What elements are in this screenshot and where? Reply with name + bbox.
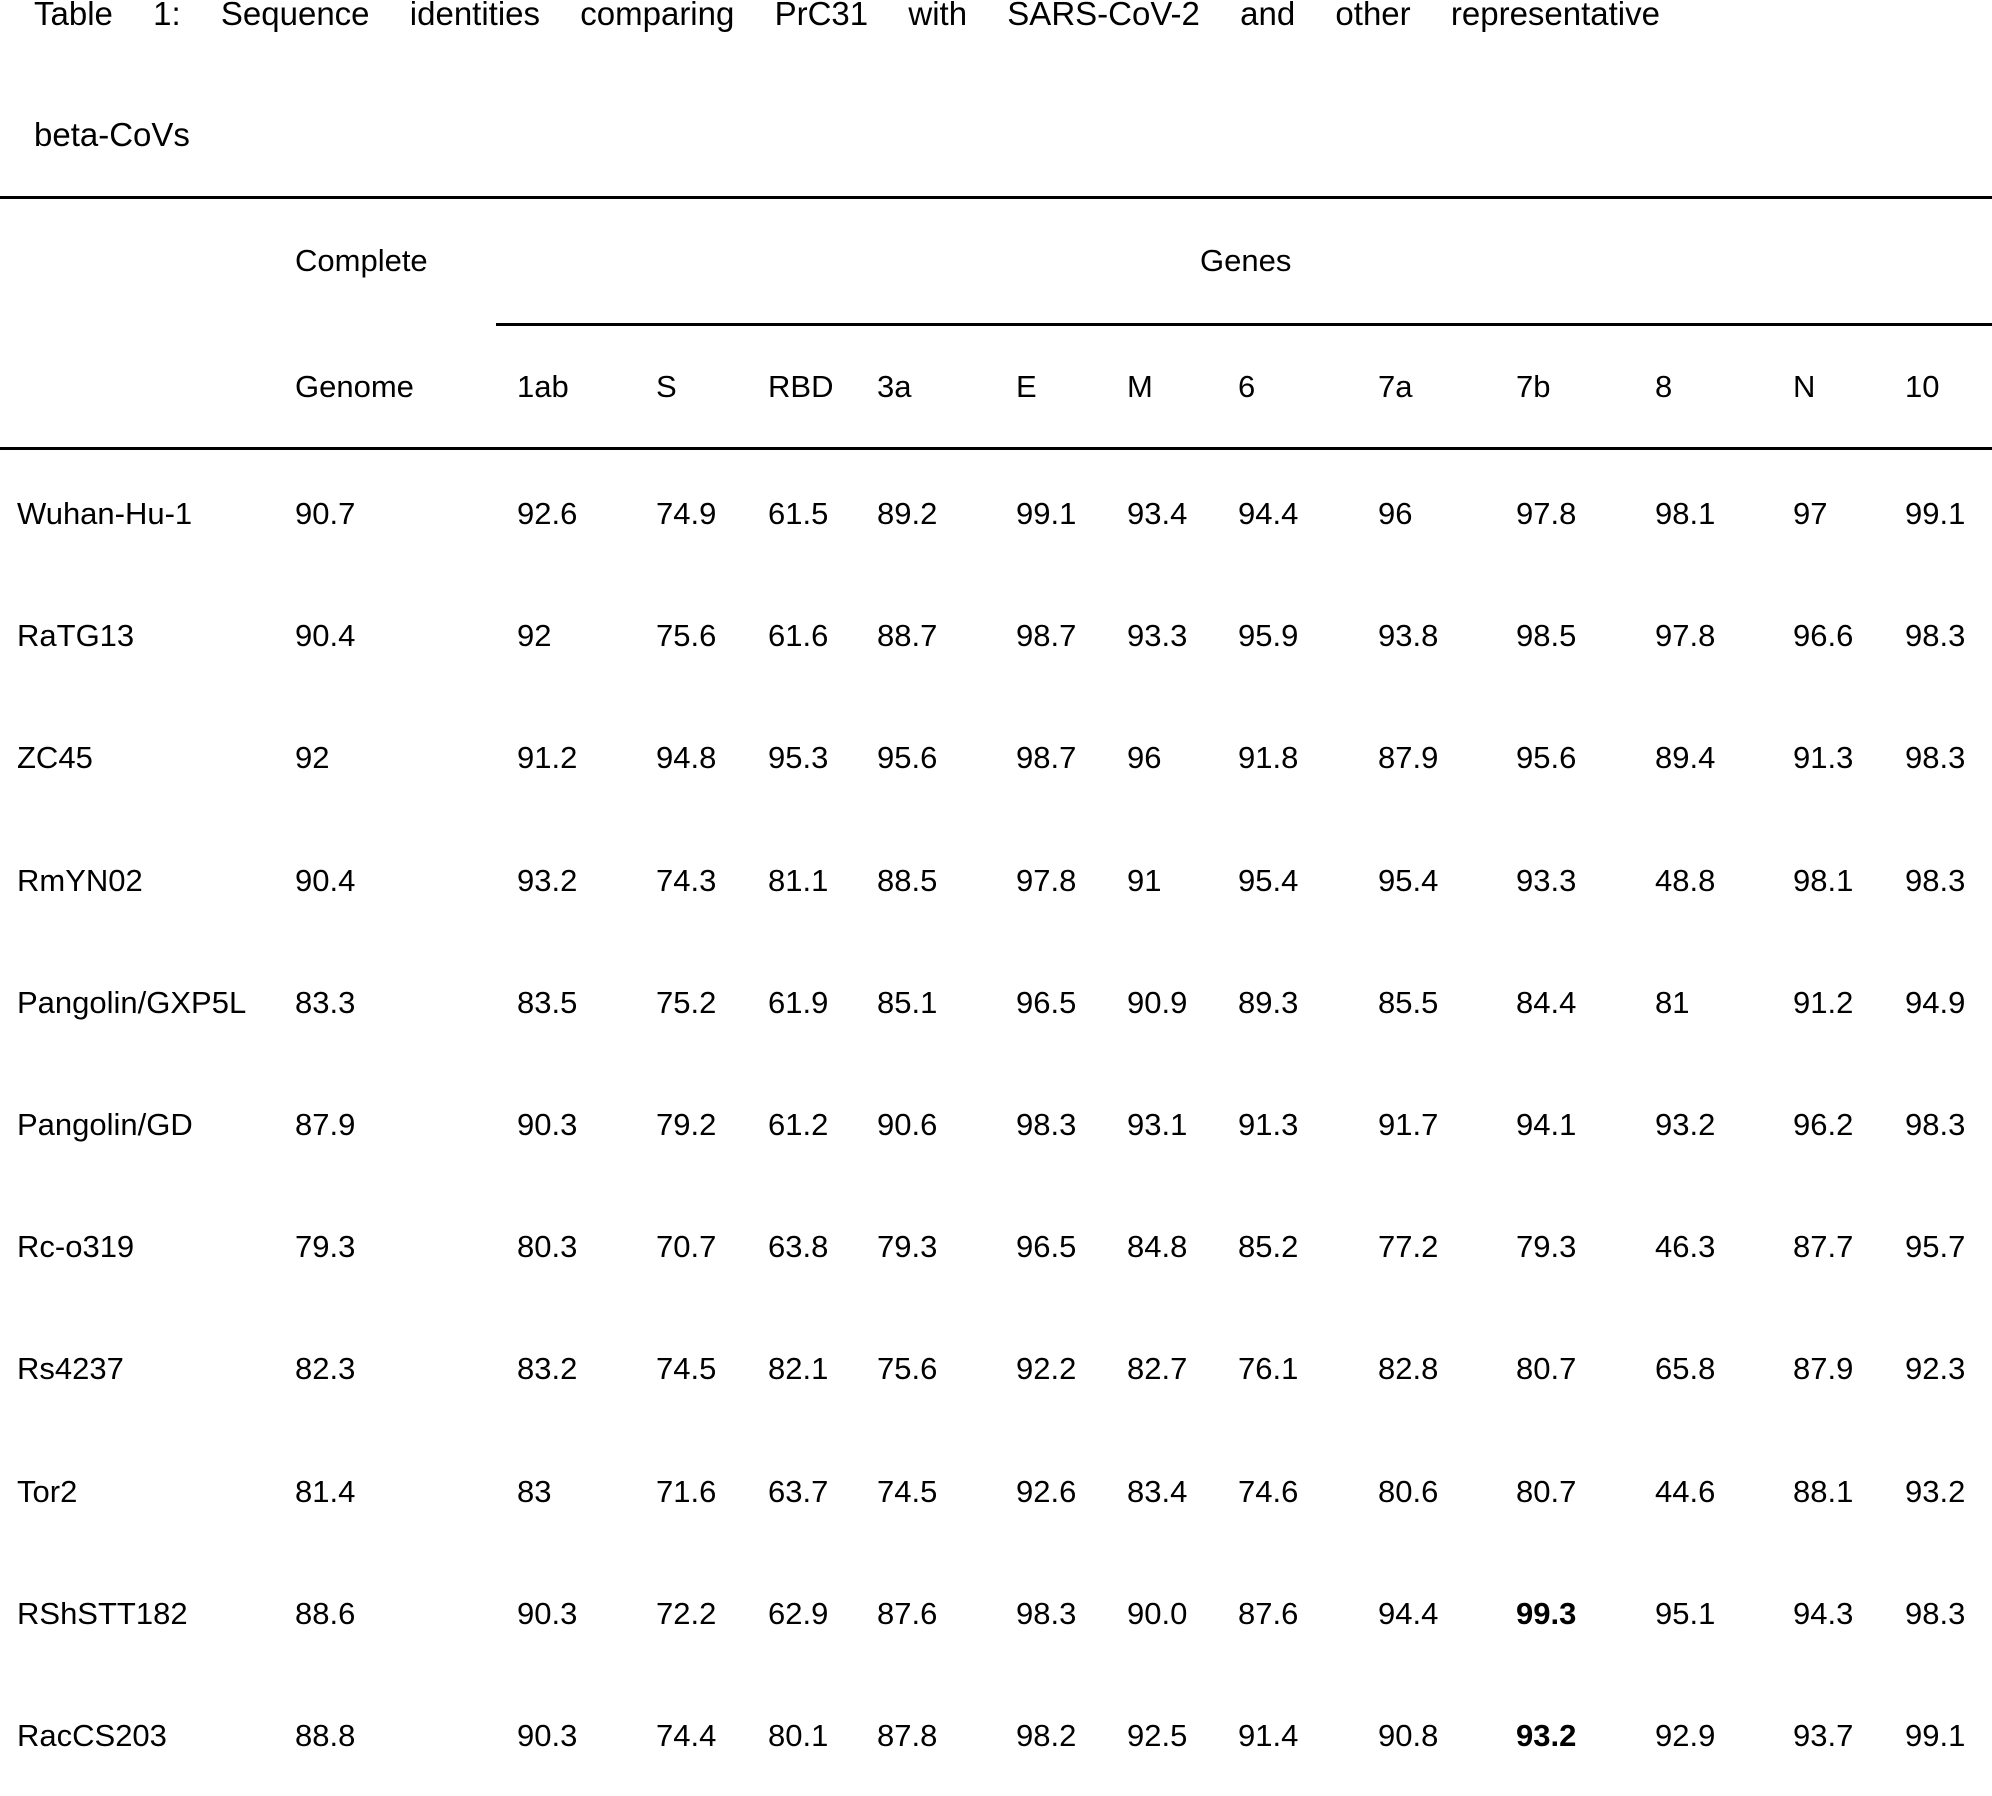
- column-header: M: [1127, 369, 1153, 404]
- table-cell: 44.6: [1655, 1474, 1716, 1509]
- table-cell: 83.5: [517, 985, 578, 1020]
- table-cell: 94.3: [1793, 1596, 1854, 1631]
- caption-line-1: Table 1: Sequence identities comparing PrC31 with SARS-CoV-2 and other representative: [34, 0, 1660, 32]
- table-cell: 98.5: [1516, 618, 1577, 653]
- row-label: RacCS203: [17, 1718, 167, 1753]
- table-cell: 83.4: [1127, 1474, 1188, 1509]
- header-complete: Complete: [295, 243, 428, 278]
- table-cell: 90.9: [1127, 985, 1188, 1020]
- table-cell: 75.6: [877, 1351, 938, 1386]
- table-cell: 89.3: [1238, 985, 1299, 1020]
- table-cell: 96: [1127, 740, 1162, 775]
- table-cell: 99.1: [1905, 496, 1966, 531]
- table-cell: 61.6: [768, 618, 829, 653]
- table-cell: 96.5: [1016, 1229, 1077, 1264]
- table-cell: 99.1: [1905, 1718, 1966, 1753]
- table-cell: 96.5: [1016, 985, 1077, 1020]
- table-cell: 91.8: [1238, 740, 1299, 775]
- table-cell: 92.5: [1127, 1718, 1188, 1753]
- table-cell: 90.8: [1378, 1718, 1439, 1753]
- table-cell: 87.9: [295, 1107, 356, 1142]
- table-cell: 83.3: [295, 985, 356, 1020]
- table-cell: 81: [1655, 985, 1690, 1020]
- table-cell: 48.8: [1655, 863, 1716, 898]
- table-cell: 87.9: [1793, 1351, 1854, 1386]
- table-cell: 74.4: [656, 1718, 717, 1753]
- column-header: S: [656, 369, 677, 404]
- table-cell: 90.3: [517, 1718, 578, 1753]
- table-cell: 87.6: [877, 1596, 938, 1631]
- table-cell: 95.7: [1905, 1229, 1966, 1264]
- table-cell: 83: [517, 1474, 552, 1509]
- table-cell: 90.7: [295, 496, 356, 531]
- table-cell: 98.1: [1655, 496, 1716, 531]
- table-cell: 92.2: [1016, 1351, 1077, 1386]
- table-cell: 71.6: [656, 1474, 717, 1509]
- row-label: Rs4237: [17, 1351, 124, 1386]
- table-cell: 80.1: [768, 1718, 829, 1753]
- table-cell: 87.6: [1238, 1596, 1299, 1631]
- table-cell: 90.0: [1127, 1596, 1188, 1631]
- table-cell: 93.2: [1655, 1107, 1716, 1142]
- table-cell: 90.4: [295, 863, 356, 898]
- column-header: 7a: [1378, 369, 1413, 404]
- table-cell: 95.6: [1516, 740, 1577, 775]
- table-cell: 85.1: [877, 985, 938, 1020]
- table-cell: 82.1: [768, 1351, 829, 1386]
- column-header: E: [1016, 369, 1037, 404]
- table-cell: 82.8: [1378, 1351, 1439, 1386]
- genes-group-rule: [496, 323, 1992, 326]
- table-cell: 94.1: [1516, 1107, 1577, 1142]
- table-cell: 98.1: [1793, 863, 1854, 898]
- table-cell: 82.3: [295, 1351, 356, 1386]
- table-cell: 74.3: [656, 863, 717, 898]
- table-top-rule: [0, 196, 1992, 199]
- table-cell: 88.5: [877, 863, 938, 898]
- table-cell: 93.3: [1127, 618, 1188, 653]
- table-cell: 82.7: [1127, 1351, 1188, 1386]
- table-cell: 88.7: [877, 618, 938, 653]
- table-cell: 46.3: [1655, 1229, 1716, 1264]
- table-cell: 61.2: [768, 1107, 829, 1142]
- table-cell: 97: [1793, 496, 1828, 531]
- table-cell: 92.6: [1016, 1474, 1077, 1509]
- row-label: Wuhan-Hu-1: [17, 496, 193, 531]
- column-header: N: [1793, 369, 1816, 404]
- table-cell: 96.6: [1793, 618, 1854, 653]
- table-cell: 98.3: [1905, 1596, 1966, 1631]
- row-label: Tor2: [17, 1474, 78, 1509]
- table-cell: 79.2: [656, 1107, 717, 1142]
- table-cell: 85.2: [1238, 1229, 1299, 1264]
- table-cell: 80.7: [1516, 1474, 1577, 1509]
- table-cell: 87.8: [877, 1718, 938, 1753]
- table-cell: 90.3: [517, 1596, 578, 1631]
- table-cell: 98.3: [1905, 863, 1966, 898]
- row-label: ZC45: [17, 740, 93, 775]
- table-cell: 65.8: [1655, 1351, 1716, 1386]
- row-label: Pangolin/GXP5L: [17, 985, 247, 1020]
- table-cell: 98.2: [1016, 1718, 1077, 1753]
- column-header: RBD: [768, 369, 834, 404]
- header-bottom-rule: [0, 447, 1992, 450]
- table-cell: 72.2: [656, 1596, 717, 1631]
- table-cell: 91: [1127, 863, 1162, 898]
- table-cell: 74.9: [656, 496, 717, 531]
- table-cell: 75.2: [656, 985, 717, 1020]
- table-cell: 79.3: [877, 1229, 938, 1264]
- table-cell: 79.3: [295, 1229, 356, 1264]
- column-header: 1ab: [517, 369, 569, 404]
- table-cell: 94.4: [1238, 496, 1299, 531]
- table-cell: 75.6: [656, 618, 717, 653]
- table-cell: 98.3: [1016, 1596, 1077, 1631]
- table-cell: 88.8: [295, 1718, 356, 1753]
- header-genes: Genes: [1200, 243, 1292, 278]
- table-cell: 88.1: [1793, 1474, 1854, 1509]
- table-cell: 99.3: [1516, 1596, 1577, 1631]
- table-cell: 95.1: [1655, 1596, 1716, 1631]
- table-cell: 74.5: [656, 1351, 717, 1386]
- table-cell: 97.8: [1655, 618, 1716, 653]
- table-cell: 76.1: [1238, 1351, 1299, 1386]
- table-cell: 80.7: [1516, 1351, 1577, 1386]
- table-cell: 79.3: [1516, 1229, 1577, 1264]
- column-header: Genome: [295, 369, 414, 404]
- table-cell: 74.6: [1238, 1474, 1299, 1509]
- table-cell: 91.2: [517, 740, 578, 775]
- table-cell: 84.4: [1516, 985, 1577, 1020]
- table-cell: 85.5: [1378, 985, 1439, 1020]
- table-cell: 98.3: [1905, 618, 1966, 653]
- table-cell: 90.4: [295, 618, 356, 653]
- column-header: 10: [1905, 369, 1940, 404]
- table-cell: 89.2: [877, 496, 938, 531]
- table-cell: 89.4: [1655, 740, 1716, 775]
- table-cell: 96.2: [1793, 1107, 1854, 1142]
- table-cell: 93.3: [1516, 863, 1577, 898]
- table-cell: 88.6: [295, 1596, 356, 1631]
- table-cell: 93.1: [1127, 1107, 1188, 1142]
- table-cell: 92.9: [1655, 1718, 1716, 1753]
- column-header: 8: [1655, 369, 1673, 404]
- table-cell: 98.7: [1016, 740, 1077, 775]
- row-label: Pangolin/GD: [17, 1107, 193, 1142]
- table-cell: 74.5: [877, 1474, 938, 1509]
- caption-line-2: beta-CoVs: [34, 116, 190, 153]
- row-label: RaTG13: [17, 618, 135, 653]
- table-cell: 95.9: [1238, 618, 1299, 653]
- table-cell: 61.5: [768, 496, 829, 531]
- table-cell: 92.6: [517, 496, 578, 531]
- table-cell: 93.8: [1378, 618, 1439, 653]
- table-cell: 93.7: [1793, 1718, 1854, 1753]
- table-cell: 93.2: [1516, 1718, 1577, 1753]
- table-cell: 93.2: [517, 863, 578, 898]
- table-cell: 63.8: [768, 1229, 829, 1264]
- table-cell: 98.7: [1016, 618, 1077, 653]
- table-cell: 98.3: [1905, 1107, 1966, 1142]
- table-cell: 91.4: [1238, 1718, 1299, 1753]
- table-cell: 91.3: [1238, 1107, 1299, 1142]
- column-header: 7b: [1516, 369, 1551, 404]
- table-cell: 94.4: [1378, 1596, 1439, 1631]
- table-cell: 97.8: [1016, 863, 1077, 898]
- column-header: 3a: [877, 369, 912, 404]
- table-cell: 92: [295, 740, 330, 775]
- row-label: RmYN02: [17, 863, 143, 898]
- table-cell: 83.2: [517, 1351, 578, 1386]
- table-cell: 81.4: [295, 1474, 356, 1509]
- table-cell: 99.1: [1016, 496, 1077, 531]
- table-cell: 80.6: [1378, 1474, 1439, 1509]
- table-cell: 96: [1378, 496, 1413, 531]
- column-header: 6: [1238, 369, 1256, 404]
- table-cell: 63.7: [768, 1474, 829, 1509]
- table-cell: 91.2: [1793, 985, 1854, 1020]
- table-cell: 95.4: [1378, 863, 1439, 898]
- table-cell: 94.9: [1905, 985, 1966, 1020]
- table-cell: 95.4: [1238, 863, 1299, 898]
- table-cell: 93.2: [1905, 1474, 1966, 1509]
- table-cell: 80.3: [517, 1229, 578, 1264]
- table-cell: 98.3: [1016, 1107, 1077, 1142]
- table-cell: 91.3: [1793, 740, 1854, 775]
- table-cell: 91.7: [1378, 1107, 1439, 1142]
- table-cell: 61.9: [768, 985, 829, 1020]
- table-cell: 95.6: [877, 740, 938, 775]
- table-cell: 90.3: [517, 1107, 578, 1142]
- table-cell: 87.7: [1793, 1229, 1854, 1264]
- table-cell: 95.3: [768, 740, 829, 775]
- row-label: Rc-o319: [17, 1229, 135, 1264]
- table-cell: 70.7: [656, 1229, 717, 1264]
- table-cell: 62.9: [768, 1596, 829, 1631]
- table-cell: 98.3: [1905, 740, 1966, 775]
- row-label: RShSTT182: [17, 1596, 188, 1631]
- table-cell: 92.3: [1905, 1351, 1966, 1386]
- table-cell: 77.2: [1378, 1229, 1439, 1264]
- table-cell: 94.8: [656, 740, 717, 775]
- table-cell: 84.8: [1127, 1229, 1188, 1264]
- table-cell: 93.4: [1127, 496, 1188, 531]
- table-cell: 90.6: [877, 1107, 938, 1142]
- table-cell: 87.9: [1378, 740, 1439, 775]
- table-cell: 81.1: [768, 863, 829, 898]
- table-cell: 97.8: [1516, 496, 1577, 531]
- table-cell: 92: [517, 618, 552, 653]
